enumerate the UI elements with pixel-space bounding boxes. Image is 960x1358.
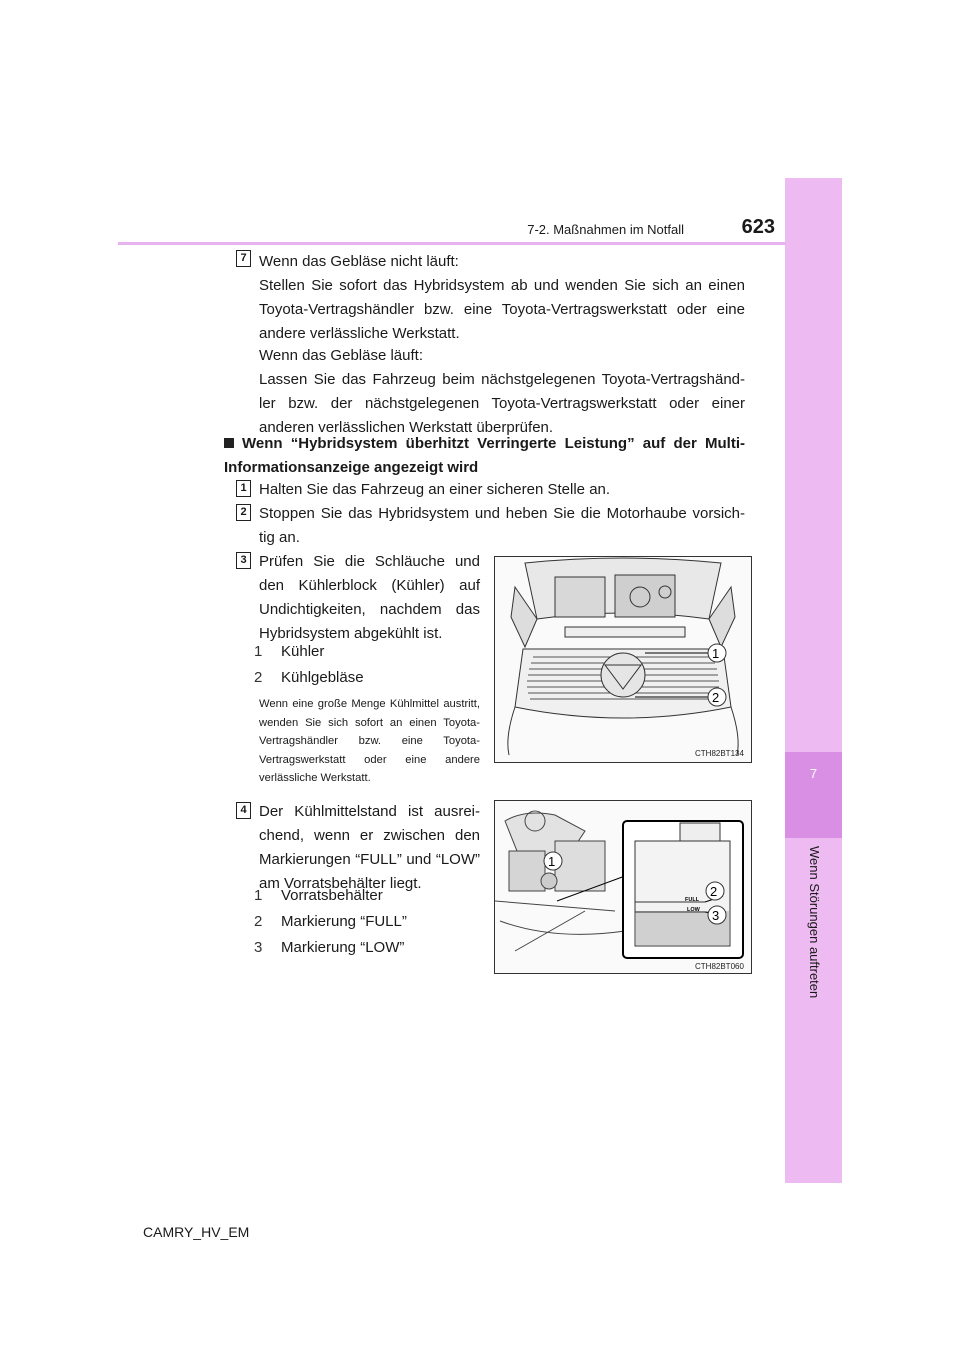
reservoir-drawing: [495, 801, 751, 973]
legend-number: 1: [254, 643, 263, 660]
full-mark-label: FULL: [685, 897, 700, 903]
step7-para1-title: Wenn das Gebläse nicht läuft:: [259, 253, 459, 270]
legend-label: Markierung “FULL”: [281, 913, 407, 930]
step-number-box: 4: [236, 802, 251, 819]
step-number-box: 7: [236, 250, 251, 267]
step3-note: Wenn eine große Menge Kühlmittel austritt, wenden Sie sich sofort an einen Toyota-Vertragshändler bzw. eine Toyota-Vertragswerkstatt oder eine andere verlässliche Werkstatt.: [259, 698, 480, 784]
step7-para2-body: Lassen Sie das Fahrzeug beim nächstgelegenen Toyota-Vertragshänd-ler bzw. der nächstgelegenen Toyota-Vertragswerkstatt oder einer anderen verlässlichen Werkstatt überprüfen.: [259, 371, 745, 436]
callout-2: 2: [712, 690, 720, 705]
document-code: CAMRY_HV_EM: [143, 1224, 250, 1240]
chapter-number: 7: [809, 766, 818, 781]
legend-label: Markierung “LOW”: [281, 939, 405, 956]
image-code: CTH82BT060: [695, 962, 744, 971]
chapter-tab-highlight: [785, 752, 842, 838]
step-number-box: 3: [236, 552, 251, 569]
header-rule: [118, 242, 786, 245]
step7-para1-body: Stellen Sie sofort das Hybridsystem ab und wenden Sie sich an einen Toyota-Vertragshändler bzw. eine Toyota-Vertragswerkstatt oder eine andere verlässliche Werkstatt.: [259, 277, 745, 342]
legend-number: 2: [254, 669, 263, 686]
step-number-box: 1: [236, 480, 251, 497]
step3-text: Prüfen Sie die Schläuche und den Kühlerblock (Kühler) auf Undichtigkeiten, nachdem das Hybridsystem abgekühlt ist.: [259, 553, 480, 642]
square-bullet-icon: [224, 438, 234, 448]
step4-text: Der Kühlmittelstand ist ausrei-chend, wenn er zwischen den Markierungen “FULL” und “LOW” am Vorratsbehälter liegt.: [259, 803, 480, 892]
coolant-reservoir-illustration: [494, 800, 752, 974]
section-reference: 7-2. Maßnahmen im Notfall: [527, 222, 684, 237]
callout-2: 2: [710, 884, 718, 899]
image-code: CTH82BT134: [695, 749, 744, 758]
callout-1: 1: [712, 646, 720, 661]
callout-1: 1: [548, 854, 556, 869]
chapter-title: Wenn Störungen auftreten: [807, 846, 822, 999]
callout-3: 3: [712, 908, 720, 923]
step1-text: Halten Sie das Fahrzeug an einer sicheren Stelle an.: [259, 481, 611, 498]
legend-label: Kühler: [281, 643, 325, 660]
page-number: 623: [741, 216, 775, 238]
engine-bay-illustration: [494, 556, 752, 763]
legend-number: 1: [254, 887, 263, 904]
engine-bay-drawing: [495, 557, 751, 762]
step2-text: Stoppen Sie das Hybridsystem und heben Sie die Motorhaube vorsich-tig an.: [259, 505, 745, 546]
legend-label: Kühlgebläse: [281, 669, 364, 686]
step-number-box: 2: [236, 504, 251, 521]
section-heading: Wenn “Hybridsystem überhitzt Verringerte Leistung” auf der Multi-Informationsanzeige angezeigt wird: [224, 435, 745, 476]
legend-number: 3: [254, 939, 263, 956]
low-mark-label: LOW: [687, 907, 700, 913]
chapter-title-wrap: [806, 846, 826, 1066]
step7-para2-title: Wenn das Gebläse läuft:: [259, 347, 423, 364]
legend-label: Vorratsbehälter: [281, 887, 383, 904]
legend-number: 2: [254, 913, 263, 930]
